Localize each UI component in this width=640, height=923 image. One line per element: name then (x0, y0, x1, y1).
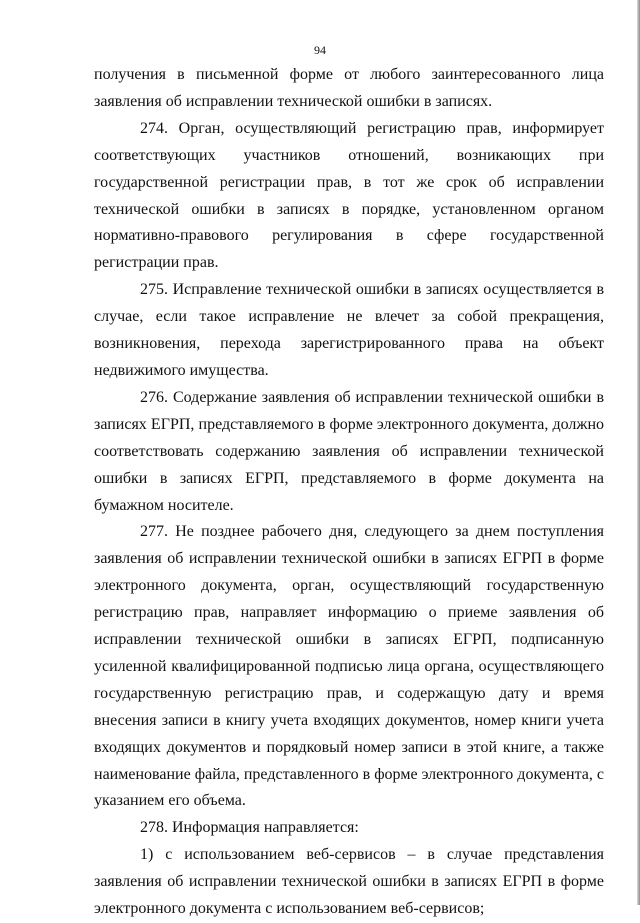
page-number: 94 (314, 43, 326, 57)
paragraph-274: 274. Орган, осуществляющий регистрацию прав, информирует соответствующих участников отношений, возникающих при государственной регистрации прав, в тот же срок об исправлении технической ошибки в записях в порядке, установленном органом нормативно-правового регулирования в сфере государственной регистрации прав. (94, 119, 604, 272)
paragraph-277: 277. Не позднее рабочего дня, следующего за днем поступления заявления об исправлении технической ошибки в записях ЕГРП в форме электронного документа, орган, осуществляющий государственную регистрацию прав, направляет информацию о приеме заявления об исправлении технической ошибки в записях ЕГРП, подписанную усиленной квалифицированной подписью лица органа, осуществляющего государственную регистрацию прав, и содержащую дату и время внесения записи в книгу учета входящих документов, номер книги учета входящих документов и порядковый номер записи в этой книге, а также наименование файла, представленного в форме электронного документа, с указанием его объема. (94, 523, 604, 810)
document-body (94, 62, 604, 923)
paragraph-278: 278. Информация направляется: (140, 819, 359, 837)
paragraph-275: 275. Исправление технической ошибки в записях осуществляется в случае, если такое исправление не влечет за собой прекращения, возникновения, перехода зарегистрированного права на объект недвижимого имущества. (94, 281, 604, 379)
paragraph-continuation: получения в письменной форме от любого заинтересованного лица заявления об исправлении технической ошибки в записях. (94, 66, 604, 110)
paragraph-276: 276. Содержание заявления об исправлении технической ошибки в записях ЕГРП, представляемого в форме электронного документа, должно соответствовать содержанию заявления об исправлении технической ошибки в записях ЕГРП, представляемого в форме документа на бумажном носителе. (94, 388, 604, 514)
paragraph-278-item-1: 1) с использованием веб-сервисов – в случае представления заявления об исправлении технической ошибки в записях ЕГРП в форме электронного документа с использованием веб-сервисов; (94, 846, 604, 918)
